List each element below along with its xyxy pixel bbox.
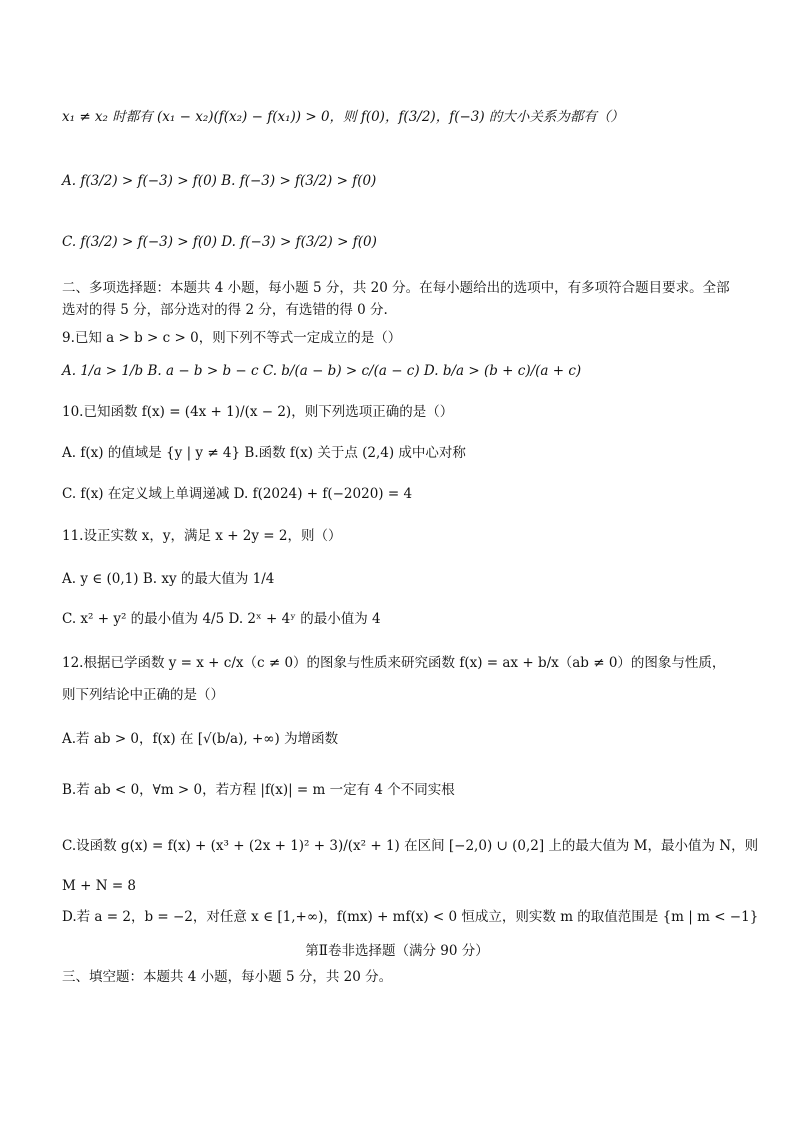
- question-11-stem: 11.设正实数 x，y，满足 x + 2y = 2，则（）: [62, 528, 342, 544]
- question-12-option-a: A.若 ab > 0，f(x) 在 [√(b/a), +∞) 为增函数: [62, 731, 339, 747]
- question-10-stem: 10.已知函数 f(x) = (4x + 1)/(x − 2)，则下列选项正确的是（）: [62, 404, 454, 420]
- question-12-option-c-cont: M + N = 8: [62, 878, 137, 894]
- section-2-heading: 二、多项选择题：本题共 4 小题，每小题 5 分，共 20 分。在每小题给出的选项中，有多项符合题目要求。全部选对的得 5 分，部分选对的得 2 分，有选错的得 0 分.: [62, 280, 730, 318]
- question-9-options: A. 1/a > 1/b B. a − b > b − c C. b/(a − b) > c/(a − c) D. b/a > (b + c)/(a + c): [62, 363, 582, 379]
- question-9-stem: 9.已知 a > b > c > 0，则下列不等式一定成立的是（）: [62, 330, 402, 346]
- question-11-options-ab: A. y ∈ (0,1) B. xy 的最大值为 1/4: [62, 571, 275, 587]
- question-11-options-cd: C. x² + y² 的最小值为 4/5 D. 2ˣ + 4ʸ 的最小值为 4: [62, 611, 381, 627]
- question-8-options-ab: A. f(3/2) > f(−3) > f(0) B. f(−3) > f(3/2) > f(0): [62, 173, 377, 189]
- question-12-option-b: B.若 ab < 0，∀m > 0，若方程 |f(x)| = m 一定有 4 个不同实根: [62, 782, 455, 798]
- question-8-options-cd: C. f(3/2) > f(−3) > f(0) D. f(−3) > f(3/2) > f(0): [62, 234, 377, 250]
- question-8-stem-tail: x₁ ≠ x₂ 时都有 (x₁ − x₂)(f(x₂) − f(x₁)) > 0，则 f(0)，f(3/2)，f(−3) 的大小关系为都有（）: [62, 109, 624, 125]
- section-3-heading: 三、填空题：本题共 4 小题，每小题 5 分，共 20 分。: [62, 969, 393, 985]
- question-12-stem-2: 则下列结论中正确的是（）: [62, 687, 224, 703]
- part-2-heading: 第Ⅱ卷非选择题（满分 90 分）: [305, 943, 489, 959]
- question-12-stem: 12.根据已学函数 y = x + c/x（c ≠ 0）的图象与性质来研究函数 f(x) = ax + b/x（ab ≠ 0）的图象与性质，: [62, 655, 726, 671]
- question-12-option-d: D.若 a = 2，b = −2，对任意 x ∈ [1,+∞)，f(mx) + mf(x) < 0 恒成立，则实数 m 的取值范围是 {m | m < −1}: [62, 909, 759, 925]
- question-10-options-cd: C. f(x) 在定义域上单调递减 D. f(2024) + f(−2020) = 4: [62, 486, 413, 502]
- question-12-option-c: C.设函数 g(x) = f(x) + (x³ + (2x + 1)² + 3)/(x² + 1) 在区间 [−2,0) ∪ (0,2] 上的最大值为 M，最小值为 N，则: [62, 838, 759, 854]
- question-10-options-ab: A. f(x) 的值域是 {y | y ≠ 4} B.函数 f(x) 关于点 (2,4) 成中心对称: [62, 445, 466, 461]
